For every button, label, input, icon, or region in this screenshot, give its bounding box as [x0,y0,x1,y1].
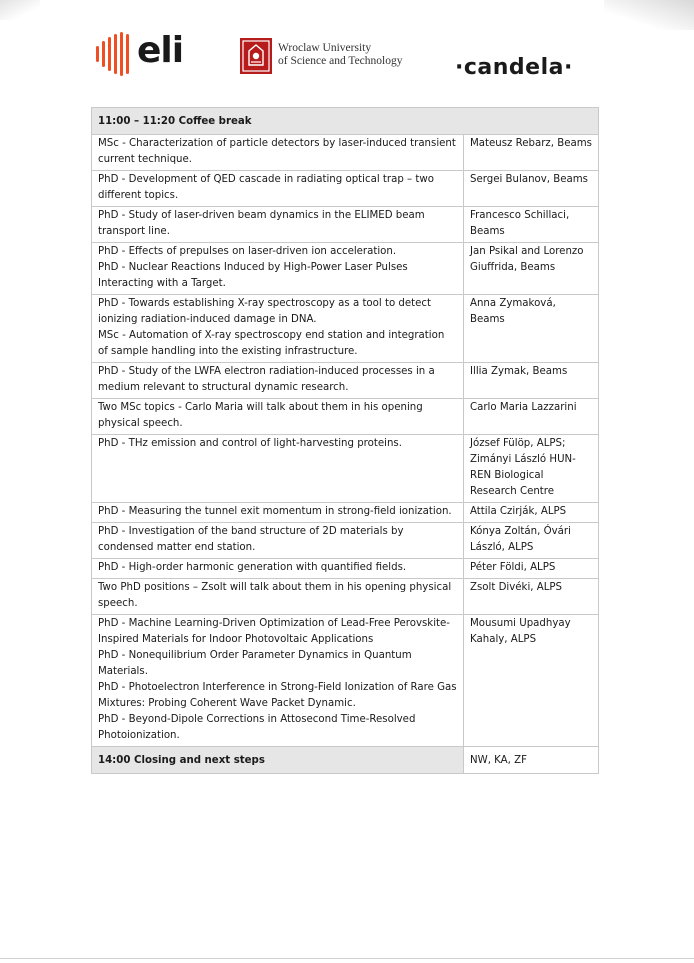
closing-speaker: NW, KA, ZF [464,747,599,774]
speaker-cell: Péter Földi, ALPS [464,559,599,579]
agenda-row [92,399,599,435]
agenda-row [92,171,599,207]
topic-cell [92,579,464,615]
topic-text: PhD - Towards establishing X-ray spectroscopy as a tool to detect ionizing radiation-induced damage in DNA. [98,298,432,325]
agenda-row [92,207,599,243]
topic-text: PhD - High-order harmonic generation with quantified fields. [98,562,407,573]
agenda-table [91,107,599,774]
eli-logo [95,32,205,82]
agenda-row [92,363,599,399]
speaker-cell: Attila Czirják, ALPS [464,503,599,523]
page-corner-shade [0,0,40,20]
page-bottom-divider [0,958,694,959]
topic-cell [92,135,464,171]
topic-text: PhD - Nuclear Reactions Induced by High-Power Laser Pulses Interacting with a Target. [98,262,408,289]
topic-text: Two PhD positions – Zsolt will talk about them in his opening physical speech. [98,582,452,609]
topic-text: PhD - Nonequilibrium Order Parameter Dynamics in Quantum Materials. [98,650,412,677]
topic-cell [92,295,464,363]
speaker-cell: Anna Zymaková, Beams [464,295,599,363]
speaker-cell: Kónya Zoltán, Óvári László, ALPS [464,523,599,559]
topic-text: PhD - Measuring the tunnel exit momentum in strong-field ionization. [98,506,452,517]
topic-cell [92,523,464,559]
closing-row [92,747,599,774]
topic-text: PhD - Study of the LWFA electron radiation-induced processes in a medium relevant to structural dynamic research. [98,366,435,393]
agenda-row [92,579,599,615]
topic-cell [92,503,464,523]
pwr-name [278,42,418,68]
speaker-cell: Mousumi Upadhyay Kahaly, ALPS [464,615,599,747]
agenda-row [92,503,599,523]
pwr-logo [240,38,415,78]
topic-text: MSc - Characterization of particle detectors by laser-induced transient current technique. [98,138,456,165]
university-crest-icon [240,38,272,74]
topic-cell [92,243,464,295]
speaker-cell: József Fülöp, ALPS; Zimányi László HUN-REN Biological Research Centre [464,435,599,503]
topic-text: MSc - Automation of X-ray spectroscopy end station and integration of sample handling into the existing infrastructure. [98,330,445,357]
topic-text: PhD - Investigation of the band structure of 2D materials by condensed matter end station. [98,526,404,553]
topic-text: Two MSc topics - Carlo Maria will talk about them in his opening physical speech. [98,402,423,429]
topic-cell [92,559,464,579]
agenda-table-body [92,108,599,774]
agenda-row [92,523,599,559]
topic-text: PhD - Beyond-Dipole Corrections in Attosecond Time-Resolved Photoionization. [98,714,416,741]
logo-header [0,20,694,90]
topic-text: PhD - Development of QED cascade in radiating optical trap – two different topics. [98,174,434,201]
agenda-row [92,559,599,579]
topic-text: PhD - Photoelectron Interference in Strong-Field Ionization of Rare Gas Mixtures: Probing Coherent Wave Packet Dynamic. [98,682,457,709]
pwr-name-line-1: Wroclaw University [278,42,372,54]
agenda-row [92,615,599,747]
topic-cell [92,615,464,747]
speaker-cell: Mateusz Rebarz, Beams [464,135,599,171]
coffee-break-row [92,108,599,135]
topic-cell [92,171,464,207]
candela-logo: ·candela· [455,55,573,80]
speaker-cell: Francesco Schillaci, Beams [464,207,599,243]
agenda-row [92,135,599,171]
speaker-cell: Sergei Bulanov, Beams [464,171,599,207]
agenda-row [92,295,599,363]
coffee-break-label: 11:00 – 11:20 Coffee break [92,108,599,135]
topic-cell [92,363,464,399]
topic-text: PhD - THz emission and control of light-harvesting proteins. [98,438,402,449]
topic-cell [92,399,464,435]
closing-label: 14:00 Closing and next steps [92,747,464,774]
speaker-cell: Zsolt Divéki, ALPS [464,579,599,615]
topic-text: PhD - Machine Learning-Driven Optimization of Lead-Free Perovskite-Inspired Materials for Indoor Photovoltaic Applications [98,618,450,645]
topic-text: PhD - Study of laser-driven beam dynamics in the ELIMED beam transport line. [98,210,425,237]
speaker-cell: Jan Psikal and Lorenzo Giuffrida, Beams [464,243,599,295]
pwr-name-line-2: of Science and Technology [278,55,403,67]
agenda-row [92,243,599,295]
agenda-row [92,435,599,503]
eli-logo-text: eli [137,30,184,71]
topic-cell [92,435,464,503]
topic-cell [92,207,464,243]
topic-text: PhD - Effects of prepulses on laser-driven ion acceleration. [98,246,397,257]
speaker-cell: Carlo Maria Lazzarini [464,399,599,435]
speaker-cell: Illia Zymak, Beams [464,363,599,399]
